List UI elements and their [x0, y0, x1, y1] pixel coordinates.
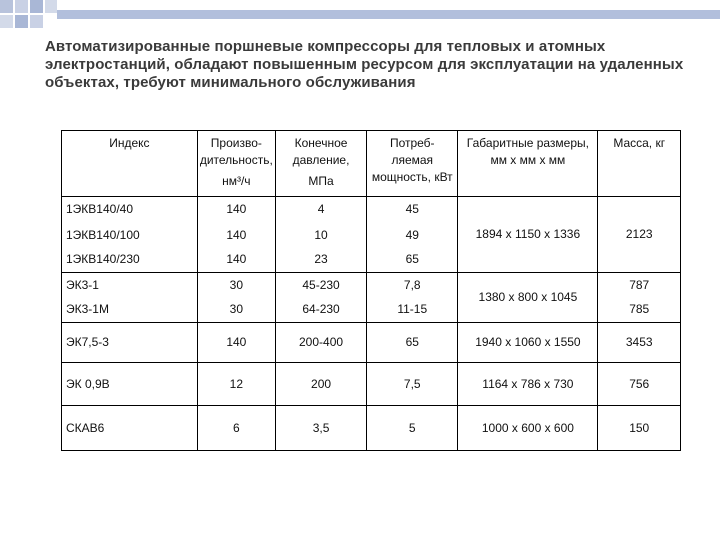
- cell-pressure: 3,5: [275, 406, 366, 451]
- table-row: [62, 273, 681, 298]
- table-row: [62, 197, 681, 223]
- cell-power: 49: [367, 223, 458, 248]
- cell-performance: 140: [197, 223, 275, 248]
- table-row: [62, 406, 681, 451]
- header-performance-unit: нм³/ч: [222, 174, 251, 188]
- cell-power: 5: [367, 406, 458, 451]
- header-power: Потреб- ляемая мощность, кВт: [367, 131, 458, 197]
- cell-index: СКАВ6: [62, 406, 198, 451]
- header-pressure: [275, 131, 366, 197]
- cell-performance: 30: [197, 298, 275, 323]
- cell-index: ЭК7,5-3: [62, 323, 198, 363]
- cell-dimensions: 1894 х 1150 х 1336: [458, 197, 598, 273]
- header-dimensions: Габаритные размеры, мм х мм х мм: [458, 131, 598, 197]
- cell-pressure: 200-400: [275, 323, 366, 363]
- table-row: [62, 323, 681, 363]
- cell-performance: 30: [197, 273, 275, 298]
- cell-power: 11-15: [367, 298, 458, 323]
- cell-pressure: 23: [275, 248, 366, 273]
- header-performance: [197, 131, 275, 197]
- cell-dimensions: 1940 х 1060 х 1550: [458, 323, 598, 363]
- cell-index: ЭК3-1М: [62, 298, 198, 323]
- cell-mass: 756: [598, 363, 681, 406]
- header-pressure-unit: МПа: [308, 174, 334, 188]
- cell-dimensions: 1000 х 600 х 600: [458, 406, 598, 451]
- cell-mass: 3453: [598, 323, 681, 363]
- cell-index: 1ЭКВ140/230: [62, 248, 198, 273]
- cell-pressure: 4: [275, 197, 366, 223]
- cell-pressure: 64-230: [275, 298, 366, 323]
- cell-pressure: 10: [275, 223, 366, 248]
- cell-index: ЭК 0,9В: [62, 363, 198, 406]
- cell-power: 7,8: [367, 273, 458, 298]
- cell-dimensions: 1164 х 786 х 730: [458, 363, 598, 406]
- table-row: [62, 363, 681, 406]
- cell-mass: 150: [598, 406, 681, 451]
- header-pressure-label: Конечное давление,: [292, 136, 350, 167]
- cell-power: 65: [367, 323, 458, 363]
- cell-dimensions: 1380 х 800 х 1045: [458, 273, 598, 323]
- header-performance-label: Произво- дительность,: [199, 136, 273, 167]
- header-mass: Масса, кг: [598, 131, 681, 197]
- compressor-table: [61, 130, 681, 451]
- decorative-squares: [0, 0, 720, 34]
- table-header-row: [62, 131, 681, 197]
- cell-mass: 2123: [598, 197, 681, 273]
- cell-power: 65: [367, 248, 458, 273]
- cell-power: 7,5: [367, 363, 458, 406]
- cell-performance: 140: [197, 197, 275, 223]
- slide-title: Автоматизированные поршневые компрессоры для тепловых и атомных электростанций, обладают повышенным ресурсом для эксплуатации на удаленных объектах, требуют минимального обслуживания: [45, 38, 684, 91]
- cell-performance: 12: [197, 363, 275, 406]
- cell-performance: 140: [197, 323, 275, 363]
- cell-mass: 787: [598, 273, 681, 298]
- cell-pressure: 45-230: [275, 273, 366, 298]
- cell-index: 1ЭКВ140/40: [62, 197, 198, 223]
- cell-pressure: 200: [275, 363, 366, 406]
- cell-index: 1ЭКВ140/100: [62, 223, 198, 248]
- cell-performance: 6: [197, 406, 275, 451]
- header-index: Индекс: [62, 131, 198, 197]
- cell-mass: 785: [598, 298, 681, 323]
- cell-performance: 140: [197, 248, 275, 273]
- cell-power: 45: [367, 197, 458, 223]
- cell-index: ЭК3-1: [62, 273, 198, 298]
